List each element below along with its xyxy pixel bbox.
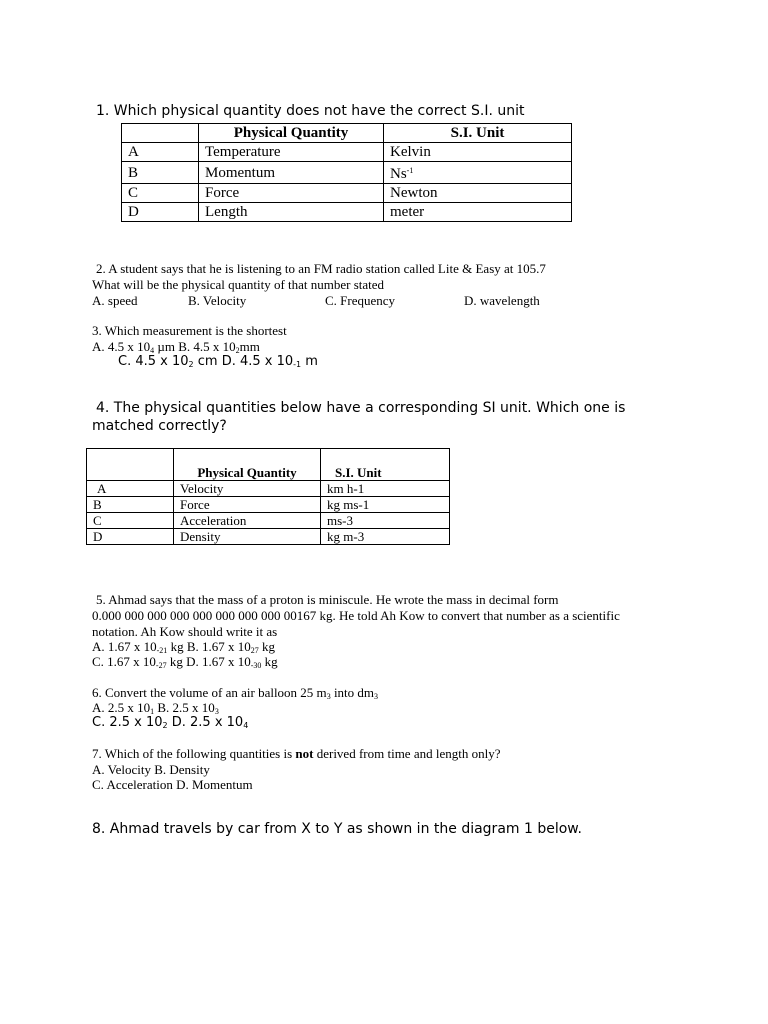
table-row: [87, 481, 450, 497]
unit-text: Ns: [390, 166, 407, 182]
table-cell: Velocity: [174, 481, 321, 497]
q2-option-a: A. speed: [92, 293, 138, 308]
q2-option-b: B. Velocity: [188, 293, 247, 308]
question-7-stem: 7. Which of the following quantities is not derived from time and length only?: [92, 746, 501, 761]
table-header-cell: Physical Quantity: [199, 124, 384, 143]
q6-options-ab: A. 2.5 x $10_1$ B. 2.5 x $10_3$: [92, 700, 219, 716]
table-cell: Density: [174, 529, 321, 545]
question-6-stem: 6. Convert the volume of an air balloon 25 $m_3$ into $dm_3$: [92, 685, 379, 701]
question-4-line1: 4. The physical quantities below have a corresponding SI unit. Which one is: [96, 400, 626, 416]
table-cell: A: [122, 143, 199, 162]
table-row: [122, 203, 572, 222]
table-row: [87, 513, 450, 529]
table-header-row: [87, 449, 450, 481]
q2-option-d: D. wavelength: [464, 293, 540, 308]
table-cell: C: [122, 184, 199, 203]
table-header-cell: S.I. Unit: [384, 124, 572, 143]
table-cell: Length: [199, 203, 384, 222]
table-cell: D: [87, 529, 174, 545]
unit-exponent: -1: [406, 166, 414, 175]
table-header-row: [122, 124, 572, 143]
question-8-text: 8. Ahmad travels by car from X to Y as shown in the diagram 1 below.: [92, 821, 582, 837]
question-5-line2: 0.000 000 000 000 000 000 000 000 00167 kg. He told Ah Kow to convert that number as a scientific: [92, 608, 620, 623]
table-cell: Momentum: [199, 162, 384, 184]
table-header-cell: Physical Quantity: [174, 449, 321, 481]
table-cell: A: [87, 481, 174, 497]
table-header-cell: [87, 449, 174, 481]
question-3-stem: 3. Which measurement is the shortest: [92, 323, 287, 338]
table-header-cell: [122, 124, 199, 143]
table-cell: Acceleration: [174, 513, 321, 529]
q5-options-cd: C. 1.67 x $10_{-27}$ kg D. 1.67 x $10_{-30}$ kg: [92, 654, 278, 670]
table-cell: Force: [199, 184, 384, 203]
table-cell: C: [87, 513, 174, 529]
table-row: [87, 497, 450, 513]
q3-options-cd: C. 4.5 x $10_2$ cm D. 4.5 x $10_{-1}$ m: [118, 354, 318, 369]
table-cell: D: [122, 203, 199, 222]
q1-table: [121, 123, 572, 222]
question-2-line1: 2. A student says that he is listening to an FM radio station called Lite & Easy at 105.7: [96, 261, 546, 276]
table-cell: Temperature: [199, 143, 384, 162]
table-cell: ms-3: [321, 513, 450, 529]
table-cell: Newton: [384, 184, 572, 203]
question-5-line1: 5. Ahmad says that the mass of a proton is miniscule. He wrote the mass in decimal form: [96, 592, 559, 607]
q6-options-cd: C. 2.5 x $10_2$ D. 2.5 x $10_4$: [92, 715, 249, 730]
table-row: [87, 529, 450, 545]
table-cell: Force: [174, 497, 321, 513]
q5-options-ab: A. 1.67 x $10_{-21}$ kg B. 1.67 x $10_{27}$ kg: [92, 639, 275, 655]
table-cell: kg ms-1: [321, 497, 450, 513]
question-4-line2: matched correctly?: [92, 418, 227, 434]
q3-options-ab: A. 4.5 x $10_4$ µm B. 4.5 x $10_2mm$: [92, 339, 260, 355]
table-header-cell: S.I. Unit: [321, 449, 450, 481]
table-cell-momentum-unit: [384, 162, 572, 184]
table-row: [122, 162, 572, 184]
q2-option-c: C. Frequency: [325, 293, 396, 308]
question-5-line3: notation. Ah Kow should write it as: [92, 624, 278, 639]
table-cell: kg m-3: [321, 529, 450, 545]
table-cell: km h-1: [321, 481, 450, 497]
q7-options-cd: C. Acceleration D. Momentum: [92, 777, 253, 792]
question-1-text: 1. Which physical quantity does not have the correct S.I. unit: [96, 103, 525, 119]
table-cell: meter: [384, 203, 572, 222]
table-row: [122, 184, 572, 203]
q7-options-ab: A. Velocity B. Density: [92, 762, 210, 777]
table-cell: Kelvin: [384, 143, 572, 162]
question-2-line2: What will be the physical quantity of that number stated: [92, 277, 385, 292]
table-cell: B: [122, 162, 199, 184]
table-row: [122, 143, 572, 162]
table-cell: B: [87, 497, 174, 513]
q4-table: [86, 448, 450, 545]
